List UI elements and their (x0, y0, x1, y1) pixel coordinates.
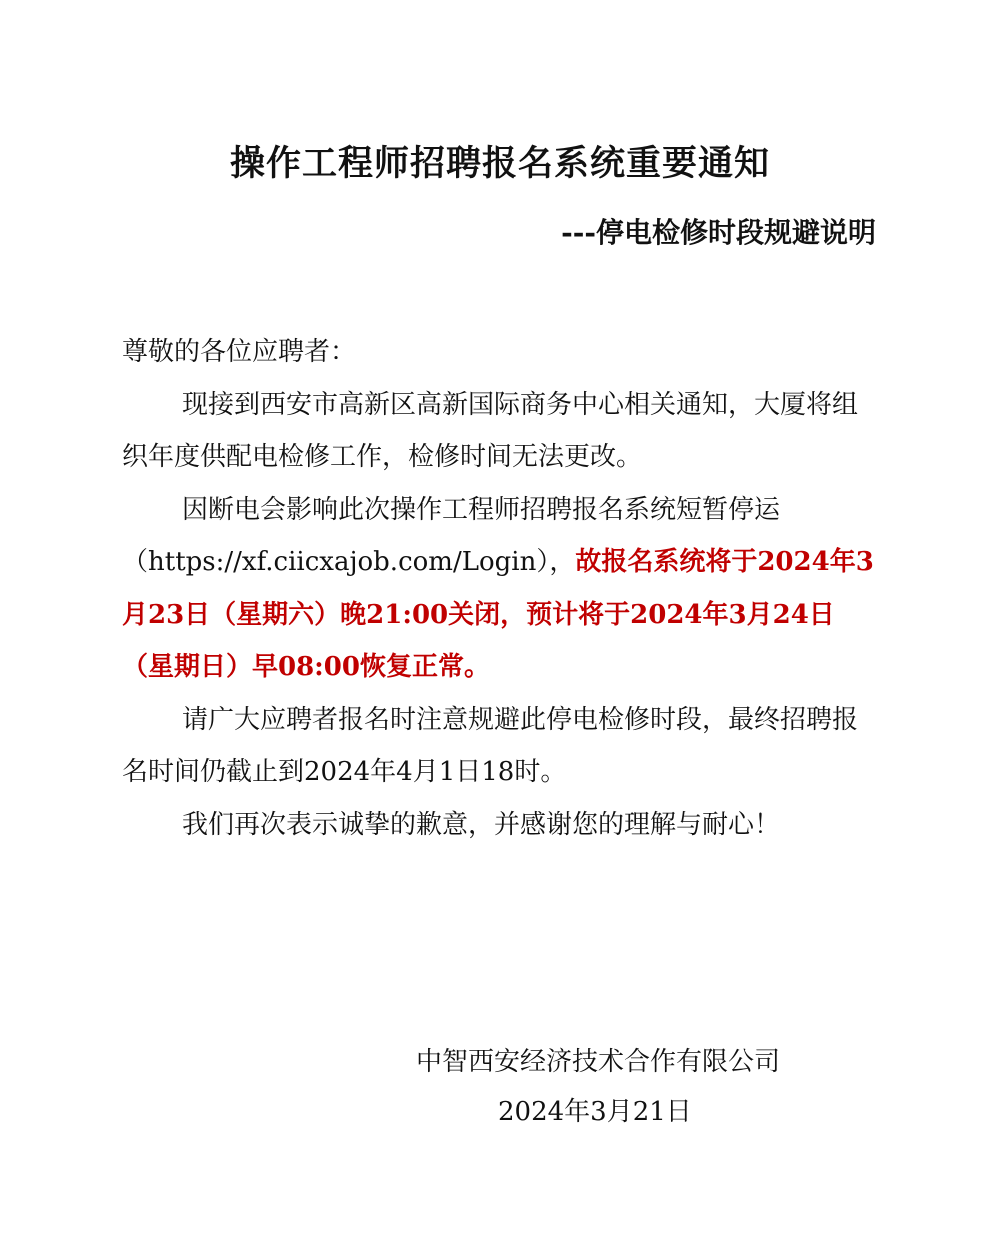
notice-body (122, 326, 878, 851)
notice-date: 2024年3月21日 (498, 1097, 692, 1127)
shutdown-time-highlight: 故报名系统将于2024年3月23日（星期六）晚21:00关闭，预计将于2024年3月24日（星期日）早08:00恢复正常。 (122, 547, 874, 682)
salutation: 尊敬的各位应聘者： (122, 337, 357, 367)
notice-subtitle: ---停电检修时段规避说明 (561, 216, 876, 249)
paragraph-deadline: 请广大应聘者报名时注意规避此停电检修时段，最终招聘报名时间仍截止到2024年4月1日18时。 (122, 704, 859, 787)
paragraph-apology: 我们再次表示诚挚的歉意，并感谢您的理解与耐心！ (182, 809, 781, 840)
notice-title: 操作工程师招聘报名系统重要通知 (229, 143, 770, 184)
company-signature: 中智西安经济技术合作有限公司 (416, 1047, 781, 1077)
paragraph-maintenance: 现接到西安市高新区高新国际商务中心相关通知，大厦将组织年度供配电检修工作，检修时间无法更改。 (122, 389, 859, 472)
paragraph-system-shutdown-text: 因断电会影响此次操作工程师招聘报名系统短暂停运（https://xf.ciicxajob.com/Login）， (122, 494, 781, 577)
paragraph-system-shutdown (122, 484, 878, 694)
